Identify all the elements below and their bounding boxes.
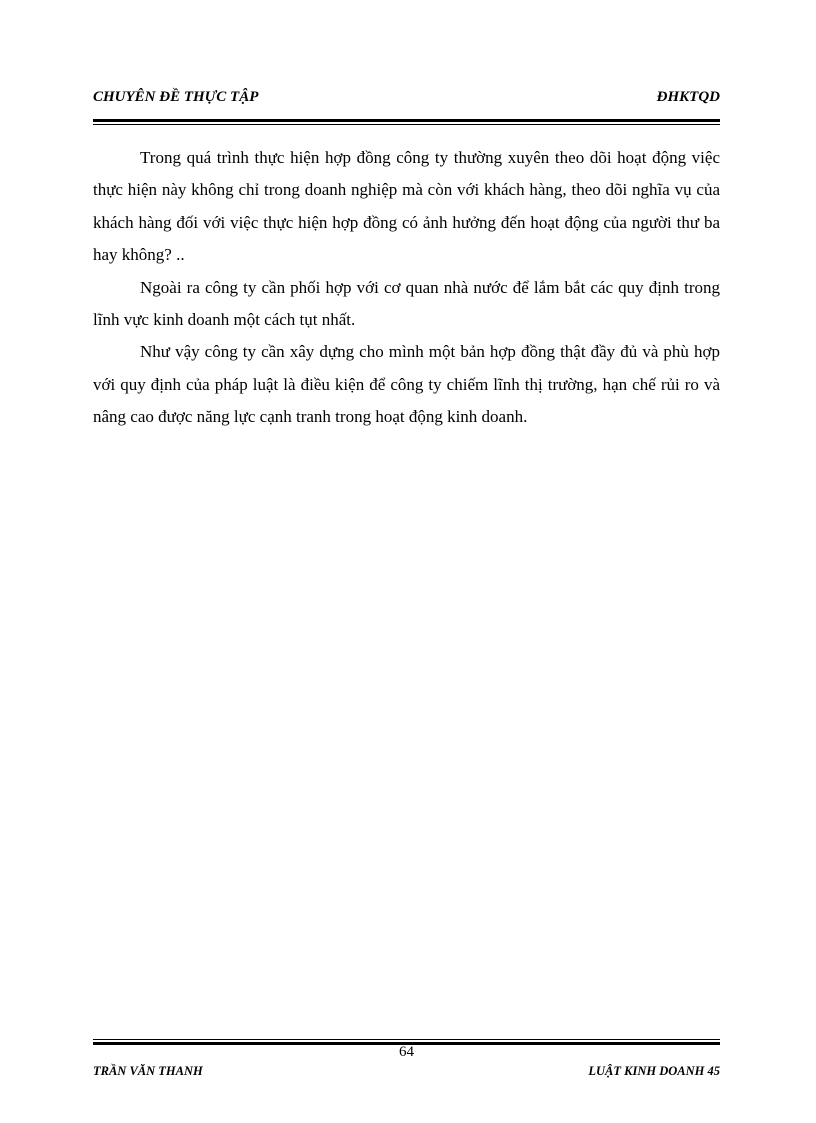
page-header (93, 86, 720, 108)
paragraph-state-cooperation: Ngoài ra công ty cần phối hợp với cơ quan nhà nước để lắm bắt các quy định trong lĩnh vực kinh doanh một cách tụt nhất. (93, 277, 720, 330)
header-report-title: CHUYÊN ĐỀ THỰC TẬP (93, 89, 259, 105)
header-university: ĐHKTQD (656, 89, 720, 105)
paragraph-contract-monitoring: Trong quá trình thực hiện hợp đồng công ty thường xuyên theo dõi hoạt động việc thực hiện này không chỉ trong doanh nghiệp mà còn với khách hàng, theo dõi nghĩa vụ của khách hàng đối với việc thực hiện hợp đồng có ảnh hưởng đến hoạt động của người thư ba hay không? .. (93, 148, 720, 265)
paragraph-conclusion: Như vậy công ty cần xây dựng cho mình một bản hợp đồng thật đầy đủ và phù hợp với quy định của pháp luật là điều kiện để công ty chiếm lĩnh thị trường, hạn chế rủi ro và nâng cao được năng lực cạnh tranh trong hoạt động kinh doanh. (93, 342, 720, 427)
header-rule-thin (93, 124, 720, 125)
page-footer (93, 1044, 720, 1084)
footer-author: TRẦN VĂN THANH (93, 1064, 203, 1078)
document-body (93, 142, 720, 434)
footer-class: LUẬT KINH DOANH 45 (588, 1064, 720, 1078)
page-number: 64 (399, 1044, 414, 1060)
header-rule-thick (93, 119, 720, 122)
footer-rule-thin (93, 1039, 720, 1040)
